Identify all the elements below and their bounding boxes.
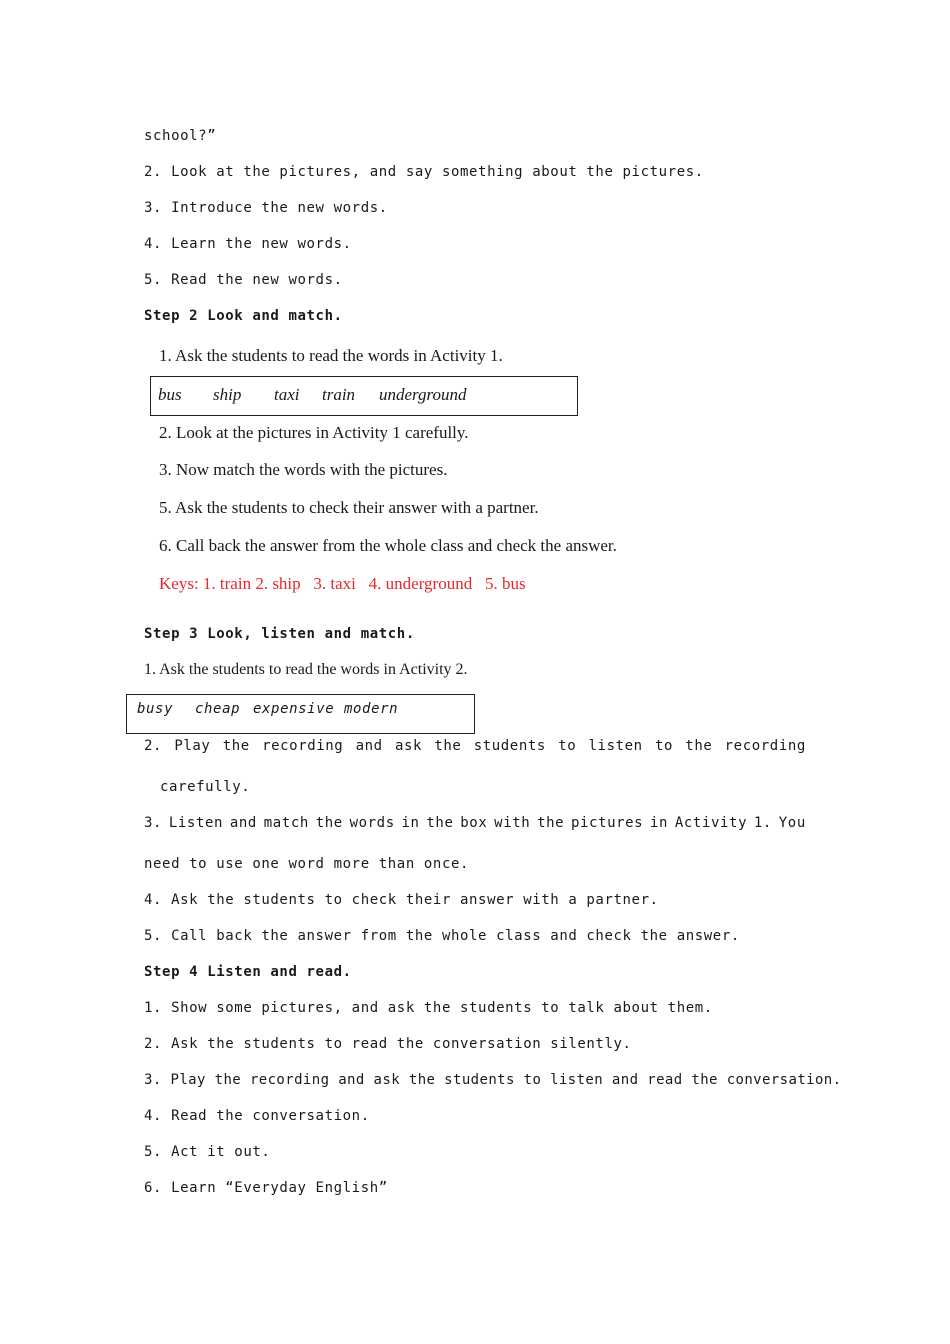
list-item: 3. Play the recording and ask the students to listen and read the conversation. [144,1072,842,1088]
word: and [229,815,257,831]
list-item: 2. Look at the pictures in Activity 1 carefully. [159,423,469,442]
word: the [537,815,565,831]
word: listen [588,738,643,754]
word: Play [174,738,211,754]
word: the [426,815,454,831]
list-item: 1. Ask the students to read the words in Activity 1. [159,346,503,365]
word-list [158,385,467,405]
word: to [558,738,577,754]
word: to [654,738,674,754]
list-item: 2. Ask the students to read the conversation silently. [144,1036,632,1052]
word: box [460,815,488,831]
text-line: need to use one word more than once. [144,856,470,872]
word: recording [724,738,806,754]
word-item: train [322,385,356,404]
word: 3. [144,815,163,831]
list-item: 5. Read the new words. [144,272,343,288]
step-heading: Step 4 Listen and read. [144,964,352,980]
word-item: cheap [195,701,241,717]
word-item: modern [344,701,399,717]
list-item: 5. Call back the answer from the whole class and check the answer. [144,928,740,944]
answer-keys: Keys: 1. train 2. ship 3. taxi 4. underground 5. bus [159,574,526,593]
word: the [434,738,462,754]
step-heading: Step 2 Look and match. [144,308,343,324]
word: and [355,738,383,754]
word-item: bus [158,385,182,404]
word: in [650,815,669,831]
word-item: expensive [253,701,335,717]
word-item: ship [213,385,242,404]
word-list [137,701,398,717]
word: ask [394,738,423,754]
word-item: taxi [274,385,300,404]
text-line: carefully. [160,779,251,795]
word: students [473,738,546,754]
list-item: 2. Look at the pictures, and say something about the pictures. [144,164,704,180]
word-item: busy [137,701,174,717]
word: pictures [570,815,644,831]
list-item: 4. Learn the new words. [144,236,352,252]
list-item: 5. Act it out. [144,1144,271,1160]
list-item: 6. Call back the answer from the whole class and check the answer. [159,536,617,555]
list-item [144,815,806,831]
word: 1. [753,815,772,831]
word: the [685,738,713,754]
word: Activity [674,815,748,831]
word: 2. [144,738,163,754]
list-item: 4. Read the conversation. [144,1108,370,1124]
word-box [126,694,475,734]
word: the [222,738,250,754]
word: words [349,815,395,831]
word: with [494,815,531,831]
list-item: 5. Ask the students to check their answer with a partner. [159,498,539,517]
list-item: 4. Ask the students to check their answer with a partner. [144,892,659,908]
word-box [150,376,578,416]
list-item: 3. Introduce the new words. [144,200,388,216]
list-item: 3. Now match the words with the pictures. [159,460,448,479]
word-item: underground [379,385,467,404]
text-line: school?” [144,128,217,144]
list-item [144,738,806,754]
step-heading: Step 3 Look, listen and match. [144,626,415,642]
list-item: 1. Ask the students to read the words in Activity 2. [144,661,468,678]
list-item: 1. Show some pictures, and ask the students to talk about them. [144,1000,713,1016]
word: in [401,815,420,831]
word: Listen [168,815,224,831]
list-item: 6. Learn “Everyday English” [144,1180,388,1196]
word: match [263,815,309,831]
word: You [778,815,806,831]
word: recording [262,738,344,754]
word: the [315,815,343,831]
